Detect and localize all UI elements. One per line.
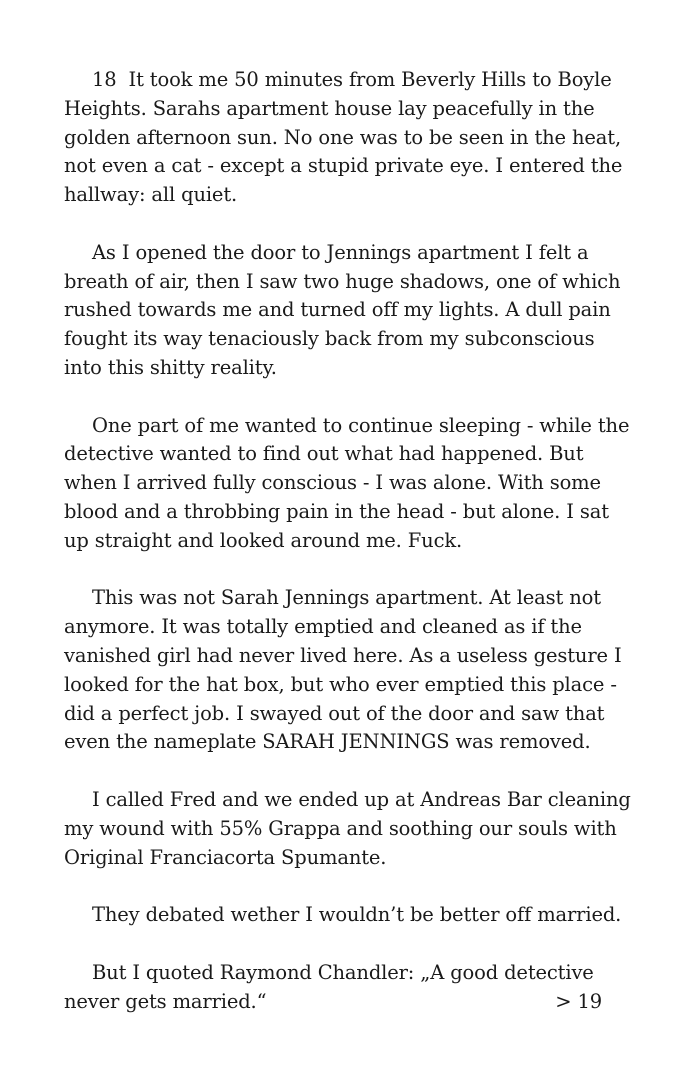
paragraph-3: One part of me wanted to continue sleeping - while the detective wanted to find out what had happened. But when I arrived fully conscious - I was alone. With some blood and a throbbing pain in the head - but alone. I sat up straight and looked around me. Fuck. (64, 413, 630, 552)
page-number: 18 (92, 68, 117, 91)
next-page-link[interactable]: > 19 (555, 989, 602, 1013)
page-body (64, 66, 638, 1016)
paragraph-7 (64, 959, 638, 1017)
paragraph-4: This was not Sarah Jennings apartment. At least not anymore. It was totally emptied and cleaned as if the vanished girl had never lived here. As a useless gesture I looked for the hat box, but who ever emptied this place - did a perfect job. I swayed out of the door and saw that even the nameplate SARAH JENNINGS was removed. (64, 586, 622, 754)
paragraph-5: I called Fred and we ended up at Andreas Bar cleaning my wound with 55% Grappa and soothing our souls with Original Franciacorta Spumante. (64, 787, 631, 869)
paragraph-2: As I opened the door to Jennings apartment I felt a breath of air, then I saw two huge shadows, one of which rushed towards me and turned off my lights. A dull pain fought its way tenaciously back from my subconscious into this shitty reality. (64, 240, 621, 379)
paragraph-1 (64, 66, 638, 210)
paragraph-text: But I quoted Raymond Chandler: „A good detective never gets married.“ (64, 960, 594, 1013)
paragraph-6: They debated wether I wouldn’t be better off married. (92, 903, 622, 927)
paragraph-text: It took me 50 minutes from Beverly Hills to Boyle Heights. Sarahs apartment house lay peacefully in the golden afternoon sun. No one was to be seen in the heat, not even a cat - except a stupid private eye. I entered the hallway: all quiet. (64, 68, 623, 207)
